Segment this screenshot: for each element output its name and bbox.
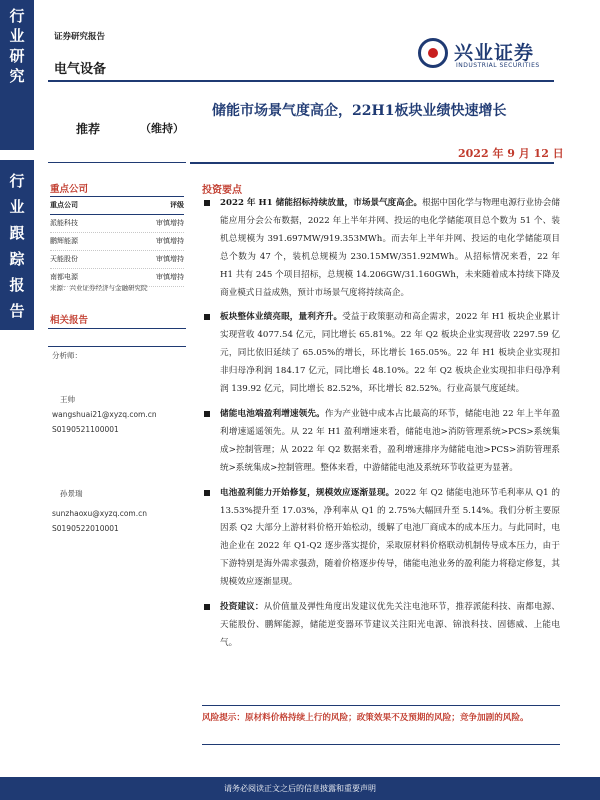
footer-disclaimer: 请务必阅读正文之后的信息披露和重要声明 (0, 777, 600, 800)
point-lead: 投资建议： (220, 602, 264, 613)
sidebar-char: 研 (9, 47, 25, 65)
company-rating: 审慎增持 (156, 219, 184, 227)
analyst-id: S0190522010001 (52, 524, 119, 533)
col-header-rating: 评级 (170, 201, 184, 209)
sidebar-char: 报 (9, 276, 25, 294)
sidebar-char: 踪 (9, 250, 25, 268)
sidebar-char: 业 (9, 27, 25, 45)
report-title: 储能市场景气度高企，22H1板块业绩快速增长 (212, 103, 507, 119)
table-row (50, 251, 184, 269)
sidebar-strip-top (0, 0, 34, 150)
related-divider (48, 328, 186, 329)
point-text: 2022 年 Q2 储能电池环节毛利率从 Q1 的 13.53%提升至 17.03%，净利率从 Q1 的 2.75%大幅回升至 5.14%。我们分析主要原因系 Q2 大部分上游材料价格开始松动，缓解了电池厂商成本的成本压力。与此同时，电池企业在 2022 年 Q1-Q2 逐步落实提价，采取原材料价格联动机制传导成本压力，由于下游特别是海外需求强劲，随着价格逐步传导，储能电池业务的盈利能力将稳定修复，其规模效应逐渐显现。 (220, 487, 560, 588)
company-name: 南都电源 (50, 273, 78, 281)
company-rating: 审慎增持 (156, 255, 184, 263)
sidebar-char: 跟 (9, 224, 25, 242)
table-row (50, 233, 184, 251)
rating-label: 推荐 (76, 122, 101, 136)
investment-points (202, 195, 560, 660)
point-lead: 电池盈利能力开始修复，规模效应逐渐显现。 (220, 487, 395, 498)
logo-cn-text: 兴业证券 (454, 42, 535, 64)
company-rating: 审慎增持 (156, 273, 184, 281)
company-name: 天能股份 (50, 255, 78, 263)
bullet-square-icon (204, 411, 210, 417)
analyst-id: S0190521100001 (52, 425, 119, 434)
list-item (202, 195, 560, 302)
col-header-company: 重点公司 (50, 201, 78, 209)
companies-title: 重点公司 (50, 184, 89, 195)
sidebar-char: 告 (9, 302, 25, 320)
point-lead: 2022 年 H1 储能招标持续放量，市场景气度高企。 (220, 198, 423, 208)
sidebar-char: 究 (9, 67, 25, 85)
list-item (202, 485, 560, 592)
point-text: 受益于政策驱动和高企需求，2022 年 H1 板块企业累计实现营收 4077.54 亿元，同比增长 65.81%。22 年 Q2 板块企业实现营收 2297.59 亿元，同比依旧延续了 65.05%的增长，环比增长 165.05%。22 年 H1 板块企业实现扣非归母净利润 184.17 亿元，同比增长 48.10%。22 年 Q2 板块企业实现扣非归母净利润 139.92 亿元，同比增长 82.52%，环比增长 82.52%。行业高景气度延续。 (220, 312, 560, 395)
industry-name: 电气设备 (54, 62, 107, 77)
related-title: 相关报告 (50, 315, 89, 326)
analyst-name: 孙景瑞 (60, 489, 83, 498)
companies-table (50, 196, 184, 287)
sidebar-char: 行 (9, 172, 25, 190)
report-type: 证券研究报告 (54, 32, 106, 42)
sidebar-gap (0, 150, 34, 160)
bullet-square-icon (204, 200, 210, 206)
company-name: 鹏辉能源 (50, 237, 78, 245)
bullet-square-icon (204, 314, 210, 320)
rating-note: （维持） (140, 122, 184, 135)
list-item (202, 309, 560, 399)
point-text: 作为产业链中成本占比最高的环节，储能电池 22 年上半年盈利增速遥遥领先。从 22 年 H1 盈利增速来看，储能电池>消防管理系统>PCS>系统集成>控制管理；从 2022 年 Q2 数据来看，盈利增速排序为储能电池>PCS>消防管理系统>系统集成>控制管理。整体来看，中游储能电池及系统环节收益更为显著。 (220, 408, 560, 473)
point-lead: 储能电池端盈利增速领先。 (220, 408, 325, 419)
risk-warning: 风险提示：原材料价格持续上行的风险；政策效果不及预期的风险；竞争加剧的风险。 (202, 713, 529, 723)
point-text: 根据中国化学与物理电源行业协会储能应用分会公布数据，2022 年上半年并网、投运的电化学储能项目总个数为 51 个、装机总规模为 391.697MW/919.353MWh。而去年上半年并网、投运的电化学储能项目总个数为 47 个，装机总规模为 230.15MW/351.92MWh。从招标情况来看，22 年 H1 共有 245 个项目招标，总规模 14.206GW/31.160GWh，未来随着成本持续下降及商业模式日益成熟，预计市场景气度将持续高企。 (220, 198, 560, 298)
analyst-label: 分析师： (52, 351, 82, 360)
analyst-divider (48, 346, 186, 347)
sidebar-char: 业 (9, 198, 25, 216)
logo-en-text: INDUSTRIAL SECURITIES (456, 62, 540, 69)
risk-divider-top (202, 705, 560, 706)
sidebar-strip-bottom (0, 160, 34, 330)
list-item (202, 599, 560, 653)
investment-title: 投资要点 (202, 185, 242, 196)
company-rating: 审慎增持 (156, 237, 184, 245)
sidebar-top-text (0, 0, 34, 86)
point-text: 从价值量及弹性角度出发建议优先关注电池环节，推荐派能科技、南都电源、天能股份、鹏辉能源，储能逆变器环节建议关注阳光电源、锦浪科技、固德威、上能电气。 (220, 602, 560, 648)
company-name: 派能科技 (50, 219, 78, 227)
table-source: 来源：兴业证券经济与金融研究院 (50, 284, 148, 292)
table-header (50, 196, 184, 215)
table-row (50, 215, 184, 233)
analyst-email: sunzhaoxu@xyzq.com.cn (52, 509, 147, 518)
bullet-square-icon (204, 604, 210, 610)
logo-emblem-icon (418, 38, 448, 68)
side-divider (48, 162, 186, 163)
header-divider (48, 80, 554, 82)
analyst-email: wangshuai21@xyzq.com.cn (52, 410, 157, 419)
risk-divider-bottom (202, 744, 560, 745)
sidebar-bottom-text (0, 160, 34, 324)
bullet-square-icon (204, 490, 210, 496)
point-lead: 板块整体业绩亮眼，量利齐升。 (220, 312, 343, 323)
date-divider (190, 162, 554, 164)
report-date: 2022 年 9 月 12 日 (458, 147, 564, 160)
list-item (202, 406, 560, 478)
brand-logo (418, 38, 558, 72)
sidebar-char: 行 (9, 7, 25, 25)
analyst-name: 王帅 (60, 395, 75, 404)
